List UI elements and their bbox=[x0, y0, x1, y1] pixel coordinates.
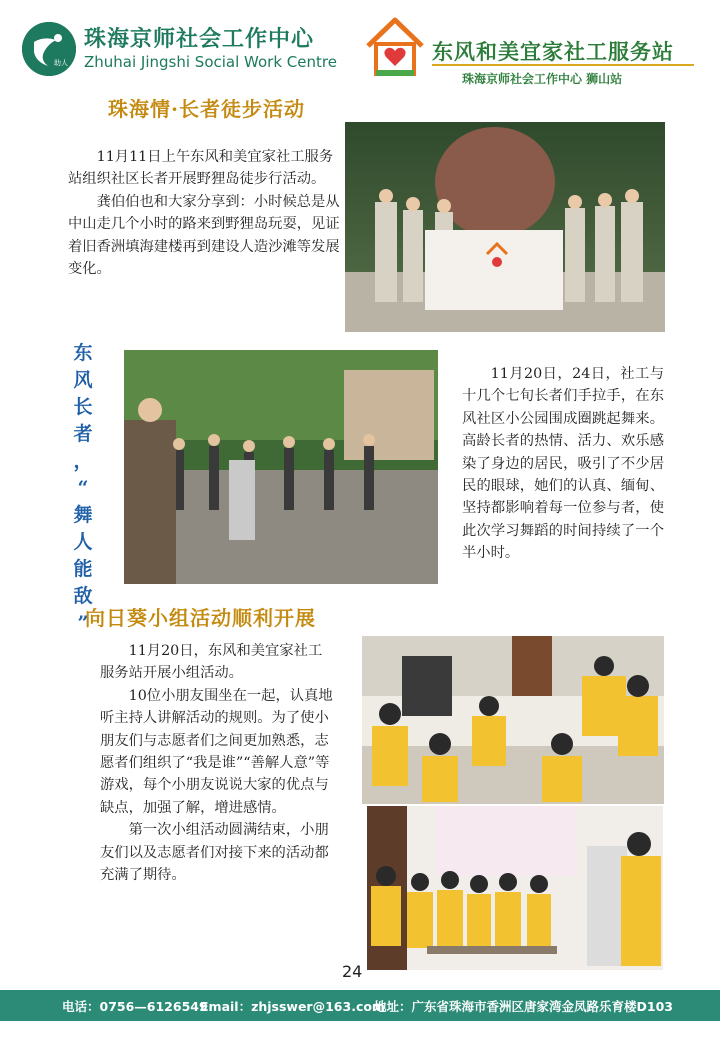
caption-char: 敌 bbox=[73, 585, 93, 607]
caption-char: ， bbox=[73, 450, 93, 472]
caption-char: 风 bbox=[73, 369, 93, 391]
sunflower-text bbox=[100, 640, 336, 886]
dance-text bbox=[462, 363, 664, 565]
house-heart-logo-icon bbox=[362, 14, 428, 80]
footer-phone: 电话：0756—6126549 bbox=[62, 999, 208, 1014]
vertical-caption bbox=[68, 340, 98, 637]
header-divider bbox=[432, 64, 694, 66]
kids-circle-photo bbox=[362, 636, 664, 804]
kids-bench-photo bbox=[367, 806, 663, 970]
caption-char: 人 bbox=[73, 531, 93, 553]
caption-char: ” bbox=[77, 612, 89, 634]
caption-char: 东 bbox=[73, 342, 93, 364]
footer-bar bbox=[0, 990, 720, 1021]
org-name-cn: 珠海京师社会工作中心 bbox=[84, 26, 315, 52]
svg-text:助人: 助人 bbox=[54, 59, 68, 67]
hike-paragraph: 11月11日上午东风和美宜家社工服务站组织社区长者开展野狸岛徒步行活动。 bbox=[68, 149, 334, 188]
caption-char: 能 bbox=[73, 558, 93, 580]
dance-paragraph: 11月20日，24日，社工与十几个七旬长者们手拉手，在东风社区小公园围成圈跳起舞来。高龄长者的热情、活力、欢乐感染了身边的居民，吸引了不少居民的眼球，她们的认真、缅甸、坚持都影响着每一位参与者，使此次学习舞蹈的时间持续了一个半小时。 bbox=[462, 366, 664, 562]
page-number: 24 bbox=[342, 962, 363, 981]
hike-text bbox=[68, 146, 340, 280]
section-title-hike: 珠海情·长者徒步活动 bbox=[108, 97, 305, 121]
hike-paragraph: 龚伯伯也和大家分享到：小时候总是从中山走几个小时的路来到野狸岛玩耍，见证着旧香洲填海建楼再到建设人造沙滩等发展变化。 bbox=[68, 193, 340, 278]
caption-char: 长 bbox=[73, 396, 93, 418]
caption-char: 者 bbox=[73, 423, 93, 445]
caption-char: 舞 bbox=[73, 504, 93, 526]
centre-logo-icon bbox=[22, 22, 76, 76]
section-title-sunflower: 向日葵小组活动顺利开展 bbox=[85, 606, 316, 630]
footer-address: 地址：广东省珠海市香洲区唐家湾金凤路乐育楼D103 bbox=[374, 999, 673, 1014]
sunflower-paragraph: 10位小朋友围坐在一起，认真地听主持人讲解活动的规则。为了使小朋友们与志愿者们之间更加熟悉，志愿者们组织了“我是谁”“善解人意”等游戏，每个小朋友说说大家的优点与缺点，加强了解，增进感情。 bbox=[100, 687, 333, 816]
caption-char: “ bbox=[77, 477, 89, 499]
sunflower-paragraph: 第一次小组活动圆满结束，小朋友们以及志愿者们对接下来的活动都充满了期待。 bbox=[100, 822, 329, 884]
station-name: 东风和美宜家社工服务站 bbox=[432, 39, 674, 64]
footer-email: Email：zhjsswer@163.com bbox=[200, 999, 385, 1014]
group-hike-photo bbox=[345, 122, 665, 332]
station-subtitle: 珠海京师社会工作中心 狮山站 bbox=[462, 72, 623, 86]
sunflower-paragraph: 11月20日，东风和美宜家社工服务站开展小组活动。 bbox=[100, 643, 323, 682]
org-name-en: Zhuhai Jingshi Social Work Centre bbox=[84, 53, 337, 71]
dance-photo bbox=[124, 350, 438, 584]
